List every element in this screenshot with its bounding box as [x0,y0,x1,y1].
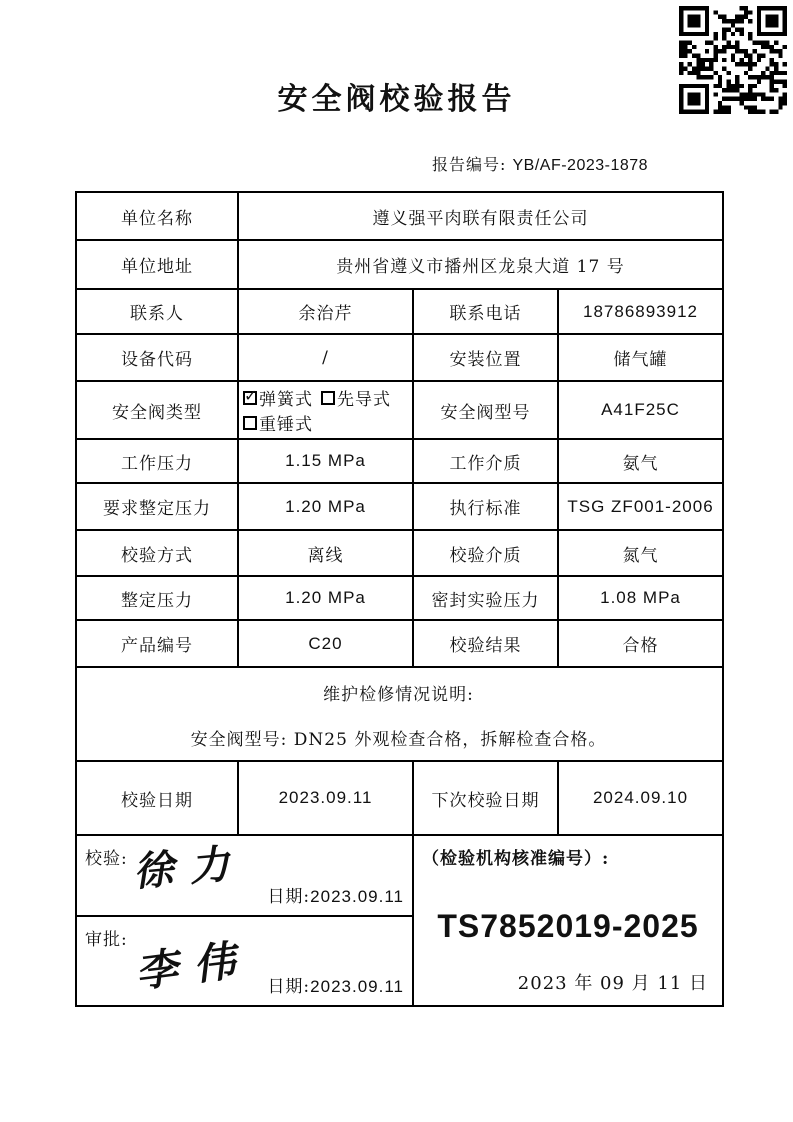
unit-name-label: 单位名称 [76,192,238,240]
device-code-value: / [238,334,413,381]
org-cell [413,835,723,1006]
contact-value: 余治芹 [238,289,413,334]
product-no-label: 产品编号 [76,620,238,667]
row-verify-date [76,761,723,835]
verify-medium-value: 氮气 [558,530,723,576]
checkbox-spring-icon [243,385,258,405]
valve-type-line-2 [243,410,410,435]
verify-date-label: 校验日期 [76,761,238,835]
option-spring-label: 弹簧式 [259,390,313,410]
valve-model-value: A41F25C [558,381,723,439]
row-work-pressure [76,439,723,483]
valve-type-label: 安全阀类型 [76,381,238,439]
verifier-cell [76,835,413,916]
verify-method-label: 校验方式 [76,530,238,576]
verifier-date-label: 日期: [267,887,311,907]
approver-label: 审批: [85,930,128,950]
valve-type-options [238,381,413,439]
verify-date-value: 2023.09.11 [238,761,413,835]
set-pressure-label: 整定压力 [76,576,238,620]
row-set-pressure [76,576,723,620]
valve-model-label: 安全阀型号 [413,381,558,439]
work-pressure-value: 1.15 MPa [238,439,413,483]
set-pressure-value: 1.20 MPa [238,576,413,620]
row-device-code [76,334,723,381]
option-weight-label: 重锤式 [259,415,313,435]
row-valve-type [76,381,723,439]
check-mark-icon: ✓ [244,385,258,405]
next-verify-date-label: 下次校验日期 [413,761,558,835]
install-location-value: 储气罐 [558,334,723,381]
org-code-value: TS7852019-2025 [437,908,699,944]
required-set-pressure-label: 要求整定压力 [76,483,238,530]
option-pilot-type [321,385,391,410]
report-number-line [432,152,793,175]
org-code-label: （检验机构核准编号）: [422,849,610,869]
approver-cell [76,916,413,1006]
phone-value: 18786893912 [558,289,723,334]
verifier-signature: 徐力 [131,839,248,896]
valve-type-line-1 [243,385,410,410]
row-required-set-pressure [76,483,723,530]
verifier-label: 校验: [85,849,128,869]
row-unit-address [76,240,723,289]
option-spring-type [243,385,313,410]
device-code-label: 设备代码 [76,334,238,381]
approver-date [267,972,404,997]
approver-signature: 李伟 [132,934,254,997]
row-verifier-signature [76,835,723,916]
report-table [75,191,724,1007]
org-issue-date: 2023 年 09 月 11 日 [517,973,709,994]
verify-medium-label: 校验介质 [413,530,558,576]
page-title: 安全阀校验报告 [277,82,516,117]
work-medium-value: 氨气 [558,439,723,483]
approver-date-label: 日期: [267,977,311,997]
seal-test-pressure-label: 密封实验压力 [413,576,558,620]
work-pressure-label: 工作压力 [76,439,238,483]
work-medium-label: 工作介质 [413,439,558,483]
unit-address-value: 贵州省遵义市播州区龙泉大道 17 号 [238,240,723,289]
result-label: 校验结果 [413,620,558,667]
standard-value: TSG ZF001-2006 [558,483,723,530]
install-location-label: 安装位置 [413,334,558,381]
report-number-label: 报告编号: [432,155,513,174]
verifier-date [267,882,404,907]
checkbox-pilot-icon [321,391,335,405]
qr-code [679,6,787,114]
maintenance-title: 维护检修情况说明: [323,685,474,705]
maintenance-note: 安全阀型号: DN25 外观检查合格，拆解检查合格。 [190,730,607,750]
maintenance-cell [76,667,723,761]
seal-test-pressure-value: 1.08 MPa [558,576,723,620]
verify-method-value: 离线 [238,530,413,576]
report-number-value: YB/AF-2023-1878 [512,157,649,174]
standard-label: 执行标准 [413,483,558,530]
unit-address-label: 单位地址 [76,240,238,289]
row-verify-method [76,530,723,576]
required-set-pressure-value: 1.20 MPa [238,483,413,530]
qr-code-icon [679,6,787,114]
unit-name-value: 遵义强平肉联有限责任公司 [238,192,723,240]
row-maintenance [76,667,723,761]
option-pilot-label: 先导式 [337,390,391,410]
row-unit-name [76,192,723,240]
option-weight-type [243,410,313,435]
next-verify-date-value: 2024.09.10 [558,761,723,835]
product-no-value: C20 [238,620,413,667]
checkbox-weight-icon [243,416,257,430]
contact-label: 联系人 [76,289,238,334]
result-value: 合格 [558,620,723,667]
approver-date-value: 2023.09.11 [310,977,404,996]
phone-label: 联系电话 [413,289,558,334]
row-product-no [76,620,723,667]
verifier-date-value: 2023.09.11 [310,887,404,906]
row-contact [76,289,723,334]
